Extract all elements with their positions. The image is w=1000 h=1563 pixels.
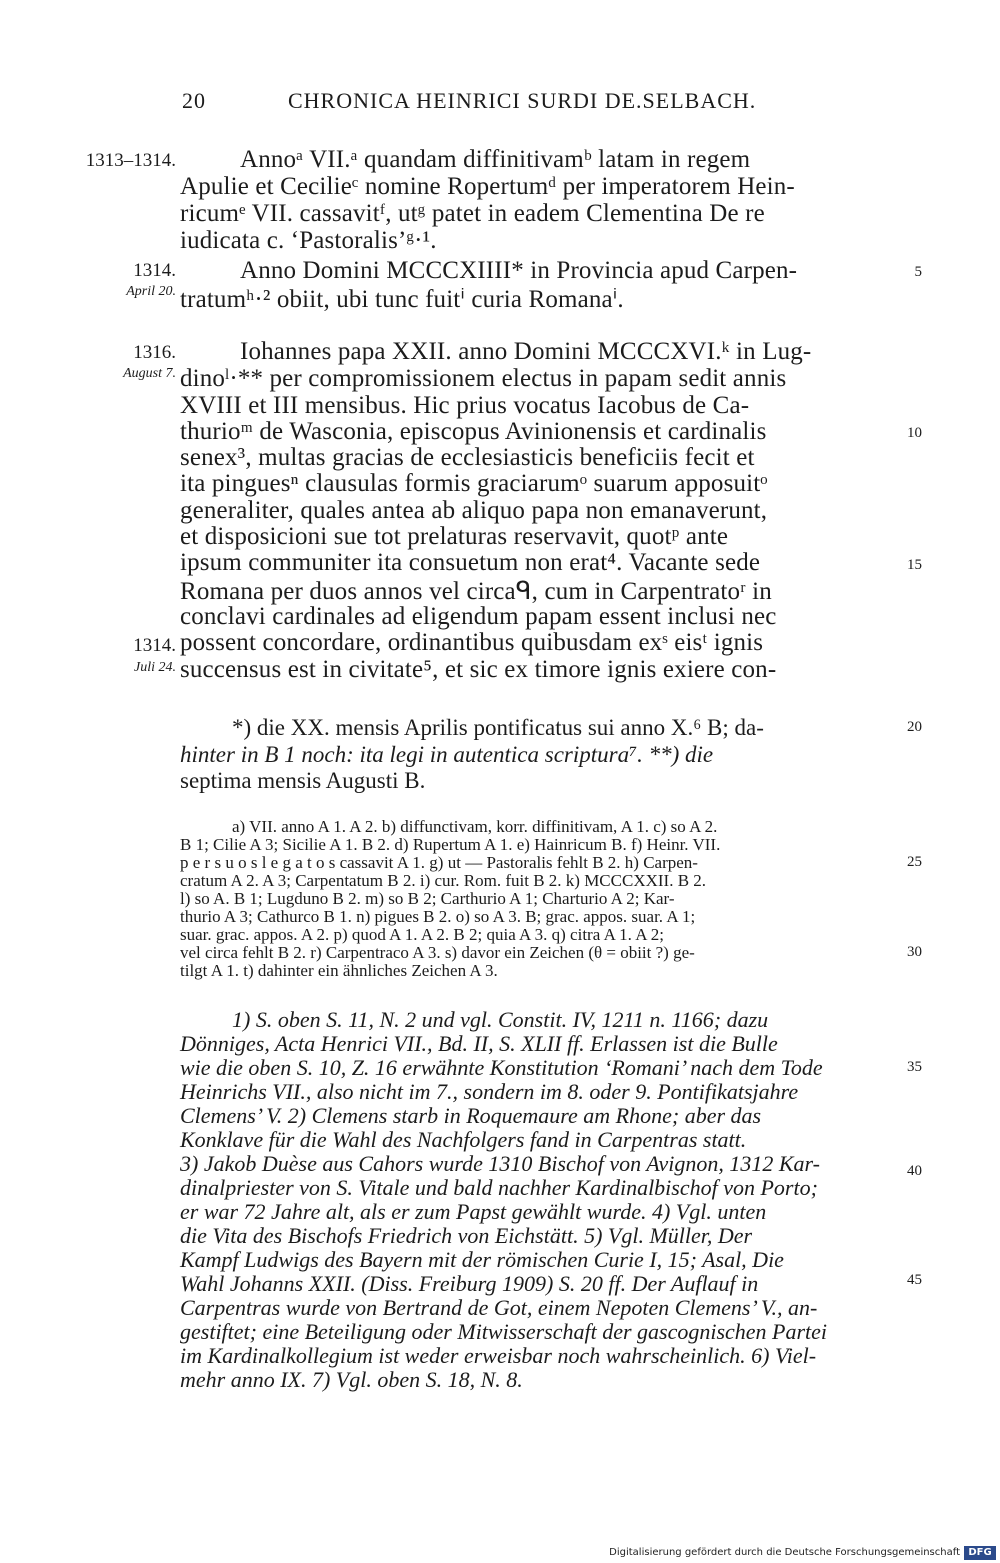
commentary-line: 3) Jakob Duèse aus Cahors wurde 1310 Bischof von Avignon, 1312 Kar- [180,1151,820,1176]
text-line: ita pinguesⁿ clausulas formis graciarumᵒ suarum apposuitᵒ [180,470,768,497]
text-line: Iohannes papa XXII. anno Domini MCCCXVI.ᵏ in Lug- [240,338,812,365]
commentary-line: gestiftet; eine Beteiligung oder Mitwisserschaft der gascognischen Partei [180,1319,828,1344]
line-number: 15 [907,557,922,573]
dfg-logo: DFG [964,1546,996,1560]
text-line: Anno Domini MCCCXIIII* in Provincia apud Carpen- [240,257,798,284]
commentary-line: im Kardinalkollegium ist weder erweisbar noch wahrscheinlich. 6) Viel- [180,1343,817,1368]
text-line: dinoˡ·** per compromissionem electus in papam sedit annis [180,365,787,392]
variant-note-line: thurio A 3; Cathurco B 1. n) pigues B 2. o) so A 3. B; grac. appos. suar. A 1; [180,907,696,926]
margin-year: 1313–1314. [85,150,176,171]
text-line: ipsum communiter ita consuetum non erat⁴. Vacante sede [180,549,761,576]
star-note-line: *) die XX. mensis Aprilis pontificatus sui anno X.⁶ B; da- [232,715,764,740]
line-number: 40 [907,1163,922,1179]
margin-year: 1314. [133,260,176,281]
commentary-line: Clemens’ V. 2) Clemens starb in Roquemaure am Rhone; aber das [180,1103,762,1128]
line-number: 10 [907,425,922,441]
variant-note-line: tilgt A 1. t) dahinter ein ähnliches Zeichen A 3. [180,961,498,980]
text-line: Romana per duos annos vel circaᑫ, cum in Carpentratoʳ in [180,578,772,605]
commentary-line: wie die oben S. 10, Z. 16 erwähnte Konstitution ‘Romani’ nach dem Tode [180,1055,823,1080]
text-line: ricumᵉ VII. cassavitᶠ, utᵍ patet in eadem Clementina De re [180,200,765,227]
digitization-credit [606,1546,996,1562]
text-line: generaliter, quales antea ab aliquo papa non emanaverunt, [180,497,768,524]
commentary-line: dinalpriester von S. Vitale und bald nachher Kardinalbischof von Porto; [180,1175,818,1200]
commentary-line: Carpentras wurde von Bertrand de Got, einem Nepoten Clemens’ V., an- [180,1295,818,1320]
commentary-line: Wahl Johanns XXII. (Diss. Freiburg 1909) S. 20 ff. Der Auflauf in [180,1271,759,1296]
text-line: possent concordare, ordinantibus quibusdam exˢ eisᵗ ignis [180,629,764,656]
line-number: 35 [907,1059,922,1075]
line-number: 30 [907,944,922,960]
text-line: succensus est in civitate⁵, et sic ex timore ignis exiere con- [180,656,777,683]
line-number: 5 [914,264,922,280]
margin-date: April 20. [126,284,176,299]
page-number: 20 [182,88,206,113]
margin-date: August 7. [123,366,176,381]
commentary-line: Dönniges, Acta Henrici VII., Bd. II, S. XLII ff. Erlassen ist die Bulle [180,1031,778,1056]
margin-year: 1314. [133,635,176,656]
commentary-line: Kampf Ludwigs des Bayern mit der römischen Curie I, 15; Asal, Die [180,1247,784,1272]
page-title: CHRONICA HEINRICI SURDI DE.SELBACH. [288,88,757,113]
star-note-line: hinter in B 1 noch: ita legi in autentica scriptura⁷. **) die [180,742,714,767]
variant-note-line: a) VII. anno A 1. A 2. b) diffunctivam, korr. diffinitivam, A 1. c) so A 2. [232,817,718,836]
commentary-line: die Vita des Bischofs Friedrich von Eichstätt. 5) Vgl. Müller, Der [180,1223,753,1248]
text-line: Annoᵃ VII.ᵃ quandam diffinitivamᵇ latam in regem [240,146,751,173]
variant-note-line: p e r s u o s l e g a t o s cassavit A 1. g) ut — Pastoralis fehlt B 2. h) Carpen- [180,853,698,872]
variant-note-line: vel circa fehlt B 2. r) Carpentraco A 3. s) davor ein Zeichen (θ = obiit ?) ge- [180,943,695,962]
variant-note-line: B 1; Cilie A 3; Sicilie A 1. B 2. d) Rupertum A 1. e) Hainricum B. f) Heinr. VII. [180,835,721,854]
credit-text: Digitalisierung gefördert durch die Deutsche Forschungsgemeinschaft [609,1547,960,1558]
commentary-line: er war 72 Jahre alt, als er zum Papst gewählt wurde. 4) Vgl. unten [180,1199,767,1224]
text-line: tratumʰ·² obiit, ubi tunc fuitⁱ curia Romanaⁱ. [180,286,624,313]
line-number: 20 [907,719,922,735]
commentary-line: Heinrichs VII., also nicht im 7., sondern im 8. oder 9. Pontifikatsjahre [180,1079,799,1104]
text-line: senex³, multas gracias de ecclesiasticis beneficiis fecit et [180,444,755,471]
commentary-line: Konklave für die Wahl des Nachfolgers fand in Carpentras statt. [180,1127,747,1152]
commentary-line: mehr anno IX. 7) Vgl. oben S. 18, N. 8. [180,1367,523,1392]
margin-date: Juli 24. [134,660,176,675]
variant-note-line: l) so A. B 1; Lugduno B 2. m) so B 2; Carthurio A 1; Charturio A 2; Kar- [180,889,675,908]
margin-year: 1316. [133,342,176,363]
text-line: thurioᵐ de Wasconia, episcopus Avinionensis et cardinalis [180,418,767,445]
text-line: iudicata c. ‘Pastoralis’ᵍ·¹. [180,227,437,254]
line-number: 25 [907,854,922,870]
text-line: conclavi cardinales ad eligendum papam essent inclusi nec [180,603,777,630]
running-head [180,88,880,114]
line-number: 45 [907,1272,922,1288]
commentary-line: 1) S. oben S. 11, N. 2 und vgl. Constit. IV, 1211 n. 1166; dazu [232,1007,769,1032]
variant-note-line: cratum A 2. A 3; Carpentatum B 2. i) cur. Rom. fuit B 2. k) MCCCXXII. B 2. [180,871,707,890]
text-line: et disposicioni sue tot prelaturas reservavit, quotᵖ ante [180,523,729,550]
star-note-line: septima mensis Augusti B. [180,768,426,793]
variant-note-line: suar. grac. appos. A 2. p) quod A 1. A 2. B 2; quia A 3. q) citra A 1. A 2; [180,925,665,944]
text-line: Apulie et Cecilieᶜ nomine Ropertumᵈ per imperatorem Hein- [180,173,795,200]
text-line: XVIII et III mensibus. Hic prius vocatus Iacobus de Ca- [180,392,750,419]
